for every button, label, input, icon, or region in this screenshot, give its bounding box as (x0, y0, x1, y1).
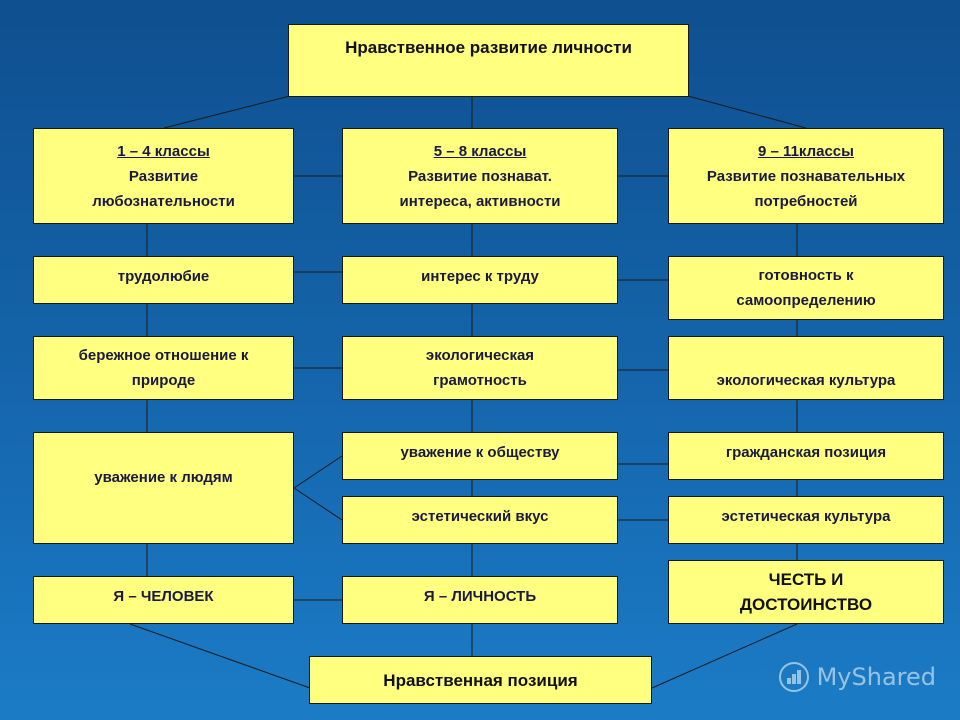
honor-dignity-text: ЧЕСТЬ И ДОСТОИНСТВО (739, 570, 873, 614)
title-box (288, 24, 689, 97)
grade-1-4-goal-line1: Развитие (128, 167, 199, 185)
connector (130, 624, 310, 688)
grade-1-4-label: 1 – 4 классы (117, 142, 210, 160)
respect-people-box (33, 432, 294, 544)
aesthetic-taste-text: эстетический вкус (411, 508, 549, 525)
grade-5-8-box (342, 128, 618, 224)
self-determination-text: готовность к самоопределению (736, 267, 876, 309)
interest-in-work-box (342, 256, 618, 304)
i-personality-box (342, 576, 618, 624)
connector (294, 456, 342, 488)
title-text: Нравственное развитие личности (345, 38, 632, 57)
nature-care-box (33, 336, 294, 400)
i-human-text: Я – ЧЕЛОВЕК (113, 588, 214, 605)
diligence-box (33, 256, 294, 304)
respect-people-text: уважение к людям (94, 469, 233, 486)
grade-5-8-goal-line2: интереса, активности (399, 192, 561, 210)
i-human-box (33, 576, 294, 624)
i-personality-text: Я – ЛИЧНОСТЬ (423, 588, 537, 605)
civic-position-text: гражданская позиция (725, 444, 887, 461)
connector (294, 488, 342, 520)
self-determination-box (668, 256, 944, 320)
eco-literacy-text: экологическая грамотность (425, 347, 535, 389)
grade-1-4-goal-line2: любознательности (92, 192, 235, 210)
grade-1-4-box (33, 128, 294, 224)
moral-position-text: Нравственная позиция (383, 670, 578, 690)
grade-5-8-goal-line1: Развитие познават. (408, 167, 552, 185)
civic-position-box (668, 432, 944, 480)
watermark (779, 662, 936, 692)
aesthetic-culture-box (668, 496, 944, 544)
grade-9-11-goal-line1: Развитие познавательных (706, 167, 906, 185)
moral-position-box (309, 656, 652, 704)
eco-culture-box (668, 336, 944, 400)
myshared-logo-icon (779, 662, 809, 692)
nature-care-text: бережное отношение к природе (78, 347, 249, 389)
eco-culture-text: экологическая культура (716, 372, 896, 389)
connector (688, 96, 806, 128)
aesthetic-taste-box (342, 496, 618, 544)
grade-9-11-goal-line2: потребностей (754, 192, 858, 210)
diligence-text: трудолюбие (117, 268, 210, 285)
connector (652, 624, 797, 688)
connector (164, 96, 290, 128)
grade-5-8-label: 5 – 8 классы (433, 142, 527, 160)
grade-9-11-box (668, 128, 944, 224)
watermark-text: MyShared (816, 663, 936, 691)
respect-society-text: уважение к обществу (400, 444, 560, 461)
interest-in-work-text: интерес к труду (421, 268, 539, 285)
eco-literacy-box (342, 336, 618, 400)
grade-9-11-label: 9 – 11классы (758, 142, 854, 160)
respect-society-box (342, 432, 618, 480)
aesthetic-culture-text: эстетическая культура (721, 508, 891, 525)
honor-dignity-box (668, 560, 944, 624)
